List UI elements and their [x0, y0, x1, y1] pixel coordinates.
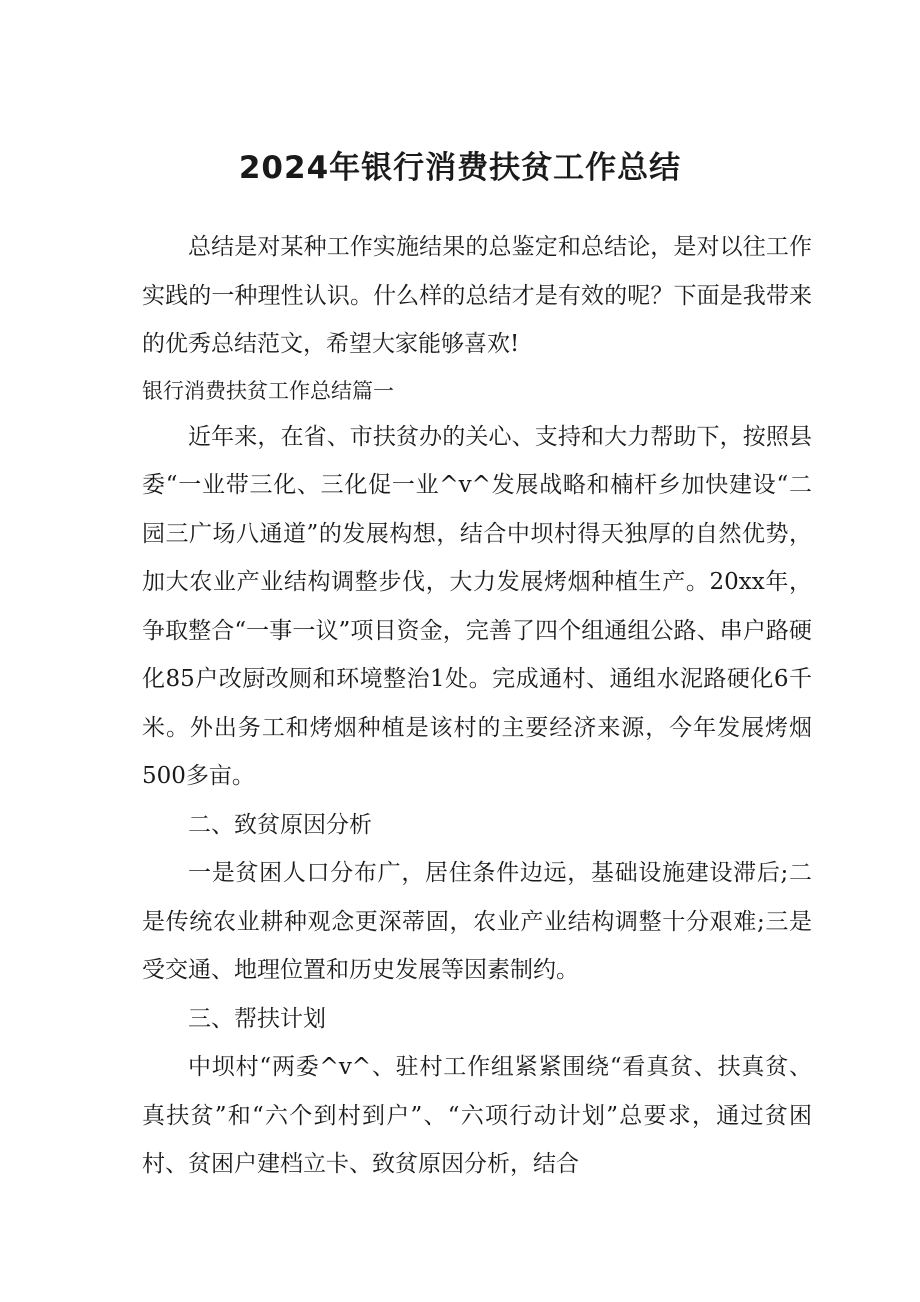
section-title: 银行消费扶贫工作总结篇一 [142, 378, 394, 403]
document-body [142, 223, 812, 1189]
section-heading-assistance-plan: 三、帮扶计划 [188, 1005, 326, 1032]
intro-paragraph: 总结是对某种工作实施结果的总鉴定和总结论，是对以往工作实践的一种理性认识。什么样的总结才是有效的呢？下面是我带来的优秀总结范文，希望大家能够喜欢! [142, 234, 812, 357]
document-title: 2024年银行消费扶贫工作总结 [238, 150, 682, 186]
assistance-plan-paragraph: 中坝村“两委^v^、驻村工作组紧紧围绕“看真贫、扶真贫、真扶贫”和“六个到村到户”、“六项行动计划”总要求，通过贫困村、贫困户建档立卡、致贫原因分析，结合 [142, 1054, 812, 1177]
poverty-causes-paragraph: 一是贫困人口分布广，居住条件边远，基础设施建设滞后;二是传统农业耕种观念更深蒂固，农业产业结构调整十分艰难;三是受交通、地理位置和历史发展等因素制约。 [142, 860, 812, 983]
section-heading-poverty-causes: 二、致贫原因分析 [188, 811, 372, 838]
background-paragraph: 近年来，在省、市扶贫办的关心、支持和大力帮助下，按照县委“一业带三化、三化促一业^v^发展战略和楠杆乡加快建设“二园三广场八通道”的发展构想，结合中坝村得天独厚的自然优势，加大农业产业结构调整步伐，大力发展烤烟种植生产。20xx年，争取整合“一事一议”项目资金，完善了四个组通组公路、串户路硬化85户改厨改厕和环境整治1处。完成通村、通组水泥路硬化6千米。外出务工和烤烟种植是该村的主要经济来源，今年发展烤烟500多亩。 [142, 423, 812, 789]
